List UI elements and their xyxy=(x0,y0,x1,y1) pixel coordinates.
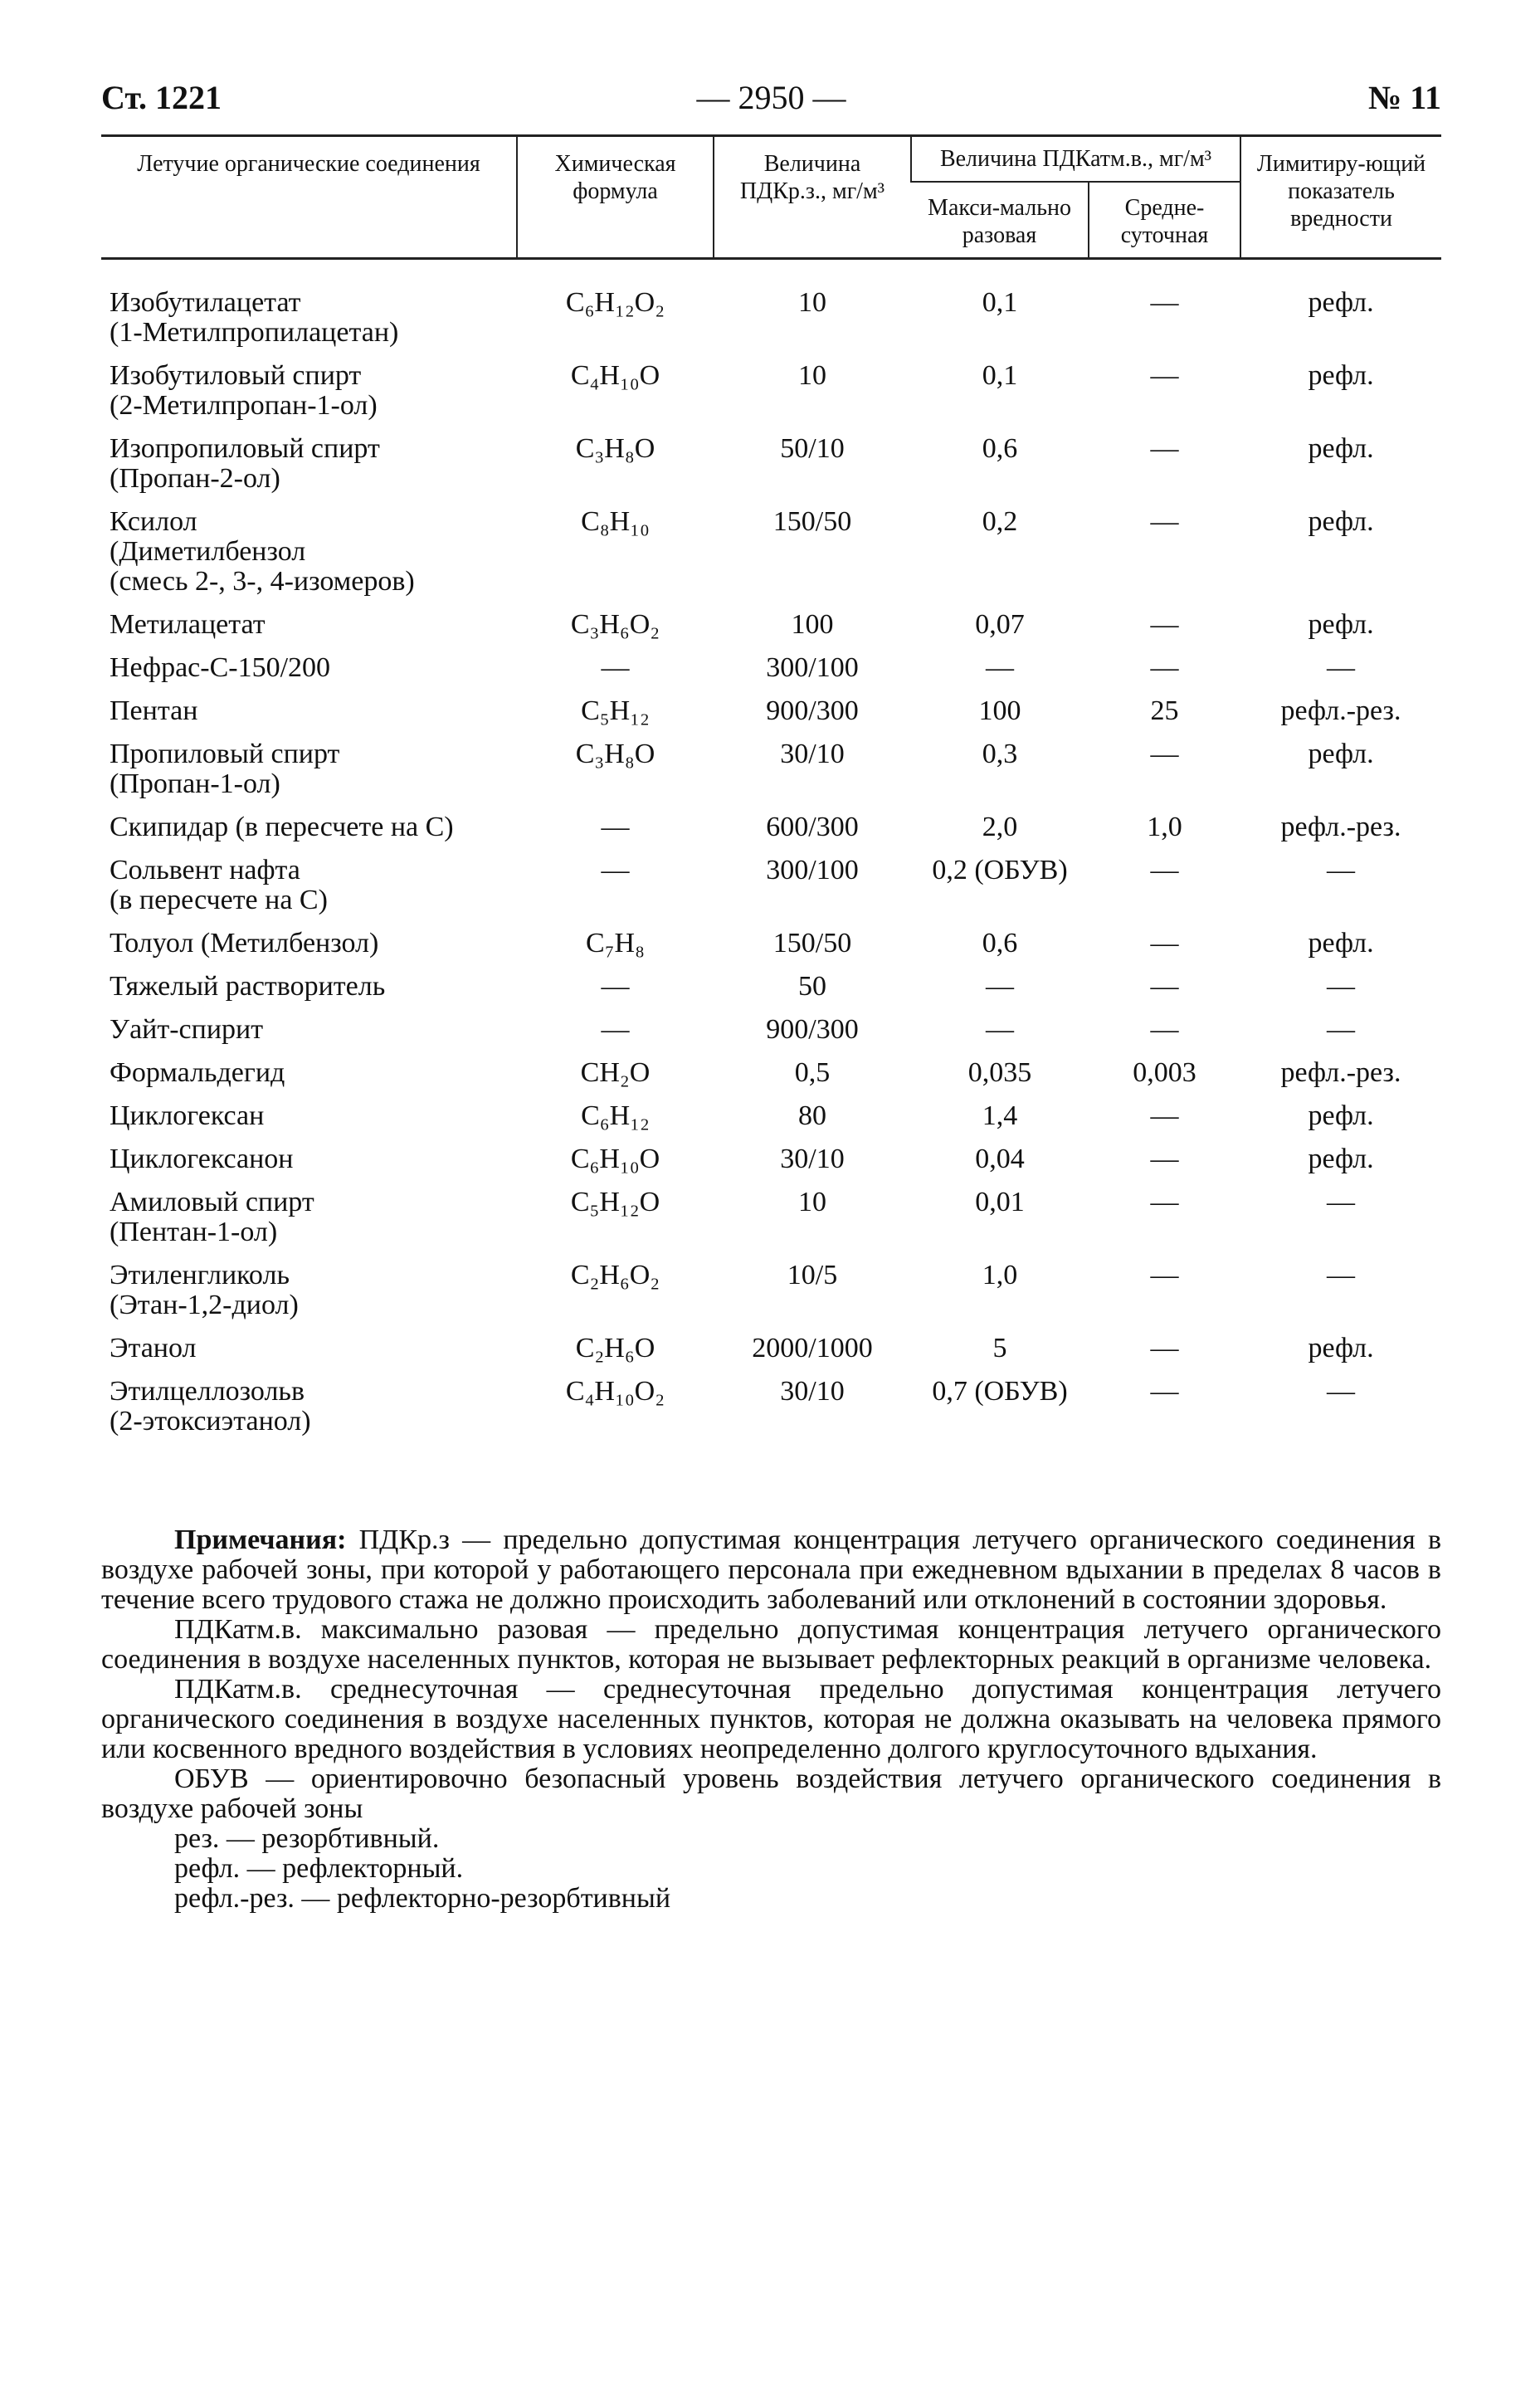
formula-cell: C₈H₁₀ xyxy=(581,506,650,537)
pdk-rz-cell: 10 xyxy=(798,1187,826,1217)
limiting-cell: рефл. xyxy=(1308,609,1374,640)
limiting-cell: рефл.-рез. xyxy=(1280,695,1401,726)
pdk-rz-cell: 30/10 xyxy=(780,739,845,769)
formula-cell: C₃H₈O xyxy=(575,739,655,769)
formula-cell: C₆H₁₂O₂ xyxy=(565,287,665,318)
compound-alt-name: (2-Метилпропан-1-ол) xyxy=(110,390,378,421)
compound-alt-name: (Пентан-1-ол) xyxy=(110,1217,278,1247)
formula-cell: C₂H₆O xyxy=(575,1333,655,1363)
max-once-cell: 0,6 xyxy=(982,433,1018,464)
page-header xyxy=(101,66,1441,124)
limiting-cell: рефл. xyxy=(1308,506,1374,537)
compound-name: Циклогексанон xyxy=(110,1144,294,1174)
compound-name: Этиленгликоль xyxy=(110,1260,290,1290)
table-row xyxy=(101,972,1441,1015)
table-row xyxy=(101,929,1441,972)
pdk-rz-cell: 100 xyxy=(791,609,834,640)
pdk-rz-cell: 2000/1000 xyxy=(752,1333,873,1363)
table-row xyxy=(101,1015,1441,1058)
avg-daily-cell: — xyxy=(1150,928,1179,959)
max-once-cell: 0,2 (ОБУВ) xyxy=(932,855,1068,885)
compound-name-cell xyxy=(101,507,517,610)
header-formula: Химическая формула xyxy=(517,136,714,259)
formula-cell: C₄H₁₀O₂ xyxy=(565,1376,665,1407)
pdk-rz-cell: 900/300 xyxy=(766,1014,859,1045)
compound-name-cell xyxy=(101,929,517,972)
pdk-rz-cell: 10/5 xyxy=(787,1260,838,1290)
compound-name-cell xyxy=(101,1188,517,1261)
pdk-rz-cell: 50 xyxy=(798,971,826,1002)
compound-name-cell xyxy=(101,259,517,362)
compound-name-cell xyxy=(101,696,517,739)
compound-name: Изобутилацетат xyxy=(110,287,301,318)
pdk-rz-cell: 10 xyxy=(798,360,826,391)
compound-alt-name: (Этан-1,2-диол) xyxy=(110,1290,299,1320)
table-row xyxy=(101,507,1441,610)
compound-name: Тяжелый растворитель xyxy=(110,971,386,1002)
abbr-refl: рефл. — рефлекторный. xyxy=(174,1853,464,1884)
table-row xyxy=(101,1144,1441,1188)
max-once-cell: 0,035 xyxy=(967,1057,1032,1088)
pdk-rz-cell: 900/300 xyxy=(766,695,859,726)
formula-cell: — xyxy=(601,855,630,885)
table-row xyxy=(101,653,1441,696)
table-row xyxy=(101,739,1441,812)
compound-name: Метилацетат xyxy=(110,609,266,640)
avg-daily-cell: — xyxy=(1150,1187,1179,1217)
header-name: Летучие органические соединения xyxy=(101,136,517,259)
max-once-cell: 0,07 xyxy=(975,609,1025,640)
avg-daily-cell: — xyxy=(1150,506,1179,537)
limiting-cell: рефл. xyxy=(1308,360,1374,391)
formula-cell: C₅H₁₂ xyxy=(581,695,650,726)
compound-name: Амиловый спирт xyxy=(110,1187,314,1217)
pdk-rz-cell: 30/10 xyxy=(780,1376,845,1407)
compound-name-cell xyxy=(101,610,517,653)
compound-name: Скипидар (в пересчете на С) xyxy=(110,812,454,842)
avg-daily-cell: 1,0 xyxy=(1147,812,1182,842)
table-row xyxy=(101,812,1441,856)
pdk-rz-cell: 150/50 xyxy=(772,506,852,537)
avg-daily-cell: — xyxy=(1150,1376,1179,1407)
note-pdk-rz xyxy=(101,1525,1441,1615)
compound-name-cell xyxy=(101,1377,517,1450)
compound-name-cell xyxy=(101,1334,517,1377)
note-max-once: ПДКатм.в. максимально разовая — предельно допустимая концентрация летучего органического соединения в воздухе населенных пунктов, которая не вызывает рефлекторных реакций в организме человека. xyxy=(101,1614,1441,1675)
avg-daily-cell: — xyxy=(1150,739,1179,769)
avg-daily-cell: — xyxy=(1150,1144,1179,1174)
limiting-cell: рефл. xyxy=(1308,1144,1374,1174)
max-once-cell: — xyxy=(986,971,1014,1002)
notes-section xyxy=(101,1525,1441,1914)
compound-alt-name: (Пропан-1-ол) xyxy=(110,768,280,799)
compound-name: Формальдегид xyxy=(110,1057,285,1088)
compound-name-cell xyxy=(101,653,517,696)
formula-cell: — xyxy=(601,652,630,683)
compound-name: Этанол xyxy=(110,1333,197,1363)
header-limiting: Лимитиру-ющий показатель вредности xyxy=(1240,136,1441,259)
formula-cell: C₅H₁₂O xyxy=(570,1187,660,1217)
limiting-cell: — xyxy=(1327,1260,1356,1290)
compound-name: Циклогексан xyxy=(110,1100,265,1131)
limiting-cell: — xyxy=(1327,1014,1356,1045)
formula-cell: C₃H₆O₂ xyxy=(570,609,660,640)
compound-alt-name: (2-этоксиэтанол) xyxy=(110,1406,311,1437)
formula-cell: C₂H₆O₂ xyxy=(570,1260,660,1290)
table-row xyxy=(101,1058,1441,1101)
max-once-cell: — xyxy=(986,1014,1014,1045)
compound-name: Изопропиловый спирт xyxy=(110,433,380,464)
compound-name-cell xyxy=(101,856,517,929)
limiting-cell: рефл. xyxy=(1308,928,1374,959)
limiting-cell: рефл. xyxy=(1308,287,1374,318)
pdk-rz-cell: 30/10 xyxy=(780,1144,845,1174)
formula-cell: C₆H₁₀O xyxy=(570,1144,660,1174)
max-once-cell: 1,4 xyxy=(982,1100,1018,1131)
note-pdk-rz-text: ПДКр.з — предельно допустимая концентрация летучего органического соединения в воздухе рабочей зоны, при которой у работающего персонала при ежедневном вдыхании в пределах 8 часов в течение всего трудового стажа не должно происходить заболеваний или отклонений в состоянии здоровья. xyxy=(101,1524,1442,1615)
header-max-once: Макси-мально разовая xyxy=(911,182,1089,259)
max-once-cell: 0,1 xyxy=(982,360,1018,391)
compound-name-cell xyxy=(101,434,517,507)
formula-cell: C₃H₈O xyxy=(575,433,655,464)
abbr-refl-rez: рефл.-рез. — рефлекторно-резорбтивный xyxy=(174,1883,671,1914)
pdk-rz-cell: 50/10 xyxy=(780,433,845,464)
pdk-rz-cell: 80 xyxy=(798,1100,826,1131)
compound-alt-name: (в пересчете на С) xyxy=(110,885,328,915)
compound-name: Пентан xyxy=(110,695,198,726)
limiting-cell: рефл.-рез. xyxy=(1280,812,1401,842)
header-pdk-rz: Величина ПДКр.з., мг/м³ xyxy=(714,136,911,259)
avg-daily-cell: — xyxy=(1150,855,1179,885)
avg-daily-cell: 0,003 xyxy=(1133,1057,1196,1088)
formula-cell: C₄H₁₀O xyxy=(570,360,660,391)
avg-daily-cell: — xyxy=(1150,1014,1179,1045)
compound-name-cell xyxy=(101,812,517,856)
compound-name: Нефрас-С-150/200 xyxy=(110,652,331,683)
max-once-cell: 100 xyxy=(978,695,1021,726)
limiting-cell: — xyxy=(1327,1187,1356,1217)
compound-name-cell xyxy=(101,1058,517,1101)
notes-label: Примечания: xyxy=(174,1524,347,1555)
table-row xyxy=(101,361,1441,434)
max-once-cell: 0,01 xyxy=(975,1187,1025,1217)
avg-daily-cell: — xyxy=(1150,1100,1179,1131)
compound-name-cell xyxy=(101,1015,517,1058)
compound-name-cell xyxy=(101,739,517,812)
page-number: — 2950 — xyxy=(696,79,846,116)
max-once-cell: 5 xyxy=(992,1333,1007,1363)
max-once-cell: 0,04 xyxy=(975,1144,1025,1174)
avg-daily-cell: — xyxy=(1150,287,1179,318)
article-number: Ст. 1221 xyxy=(101,79,222,116)
table-row xyxy=(101,856,1441,929)
avg-daily-cell: — xyxy=(1150,652,1179,683)
compound-name: Сольвент нафта xyxy=(110,855,300,885)
max-once-cell: 0,2 xyxy=(982,506,1018,537)
limiting-cell: рефл.-рез. xyxy=(1280,1057,1401,1088)
note-avg-daily: ПДКатм.в. среднесуточная — среднесуточная предельно допустимая концентрация летучего органического соединения в воздухе населенных пунктов, которая не должна оказывать на человека прямого или косвенного вредного воздействия в условиях неопределенно долгого круглосуточного вдыхания. xyxy=(101,1674,1441,1764)
avg-daily-cell: — xyxy=(1150,360,1179,391)
header-pdk-atm: Величина ПДКатм.в., мг/м³ xyxy=(911,136,1240,183)
max-once-cell: — xyxy=(986,652,1014,683)
pdk-rz-cell: 150/50 xyxy=(772,928,852,959)
limiting-cell: рефл. xyxy=(1308,433,1374,464)
limiting-cell: — xyxy=(1327,1376,1356,1407)
max-once-cell: 0,1 xyxy=(982,287,1018,318)
table-row xyxy=(101,1334,1441,1377)
pdk-rz-cell: 0,5 xyxy=(794,1057,831,1088)
compound-alt-name: (Диметилбензол xyxy=(110,536,306,567)
table-row xyxy=(101,1101,1441,1144)
max-once-cell: 2,0 xyxy=(982,812,1018,842)
avg-daily-cell: — xyxy=(1150,433,1179,464)
compound-alt-name: (1-Метилпропилацетан) xyxy=(110,317,399,348)
formula-cell: CH₂O xyxy=(580,1057,651,1088)
limiting-cell: рефл. xyxy=(1308,1100,1374,1131)
compound-alt-name: (Пропан-2-ол) xyxy=(110,463,280,494)
table-row xyxy=(101,1377,1441,1450)
compound-name: Ксилол xyxy=(110,506,197,537)
compound-name-cell xyxy=(101,361,517,434)
compound-name-cell xyxy=(101,1261,517,1334)
formula-cell: — xyxy=(601,812,630,842)
voc-table xyxy=(101,134,1441,1450)
table-row xyxy=(101,259,1441,362)
table-row xyxy=(101,610,1441,653)
compound-name: Этилцеллозольв xyxy=(110,1376,305,1407)
pdk-rz-cell: 600/300 xyxy=(766,812,859,842)
formula-cell: C₆H₁₂ xyxy=(581,1100,650,1131)
compound-alt-name: (смесь 2-, 3-, 4-изомеров) xyxy=(110,566,415,597)
limiting-cell: рефл. xyxy=(1308,1333,1374,1363)
header-avg-daily: Средне-суточная xyxy=(1089,182,1240,259)
formula-cell: — xyxy=(601,971,630,1002)
issue-number: № 11 xyxy=(1368,79,1441,116)
avg-daily-cell: — xyxy=(1150,971,1179,1002)
compound-name-cell xyxy=(101,1101,517,1144)
compound-name-cell xyxy=(101,1144,517,1188)
table-row xyxy=(101,1188,1441,1261)
compound-name: Толуол (Метилбензол) xyxy=(110,928,379,959)
avg-daily-cell: 25 xyxy=(1150,695,1179,726)
compound-name: Изобутиловый спирт xyxy=(110,360,362,391)
limiting-cell: — xyxy=(1327,971,1356,1002)
formula-cell: C₇H₈ xyxy=(586,928,645,959)
max-once-cell: 0,7 (ОБУВ) xyxy=(932,1376,1068,1407)
avg-daily-cell: — xyxy=(1150,1333,1179,1363)
max-once-cell: 1,0 xyxy=(982,1260,1018,1290)
table-row xyxy=(101,696,1441,739)
pdk-rz-cell: 300/100 xyxy=(766,855,859,885)
limiting-cell: — xyxy=(1327,652,1356,683)
compound-name: Уайт-спирит xyxy=(110,1014,264,1045)
max-once-cell: 0,3 xyxy=(982,739,1018,769)
compound-name-cell xyxy=(101,972,517,1015)
formula-cell: — xyxy=(601,1014,630,1045)
pdk-rz-cell: 10 xyxy=(798,287,826,318)
limiting-cell: — xyxy=(1327,855,1356,885)
table-row xyxy=(101,1261,1441,1334)
note-obuv: ОБУВ — ориентировочно безопасный уровень воздействия летучего органического соединения в воздухе рабочей зоны xyxy=(101,1763,1441,1824)
compound-name: Пропиловый спирт xyxy=(110,739,340,769)
avg-daily-cell: — xyxy=(1150,1260,1179,1290)
abbr-rez: рез. — резорбтивный. xyxy=(174,1823,440,1854)
limiting-cell: рефл. xyxy=(1308,739,1374,769)
max-once-cell: 0,6 xyxy=(982,928,1018,959)
avg-daily-cell: — xyxy=(1150,609,1179,640)
table-row xyxy=(101,434,1441,507)
pdk-rz-cell: 300/100 xyxy=(766,652,859,683)
